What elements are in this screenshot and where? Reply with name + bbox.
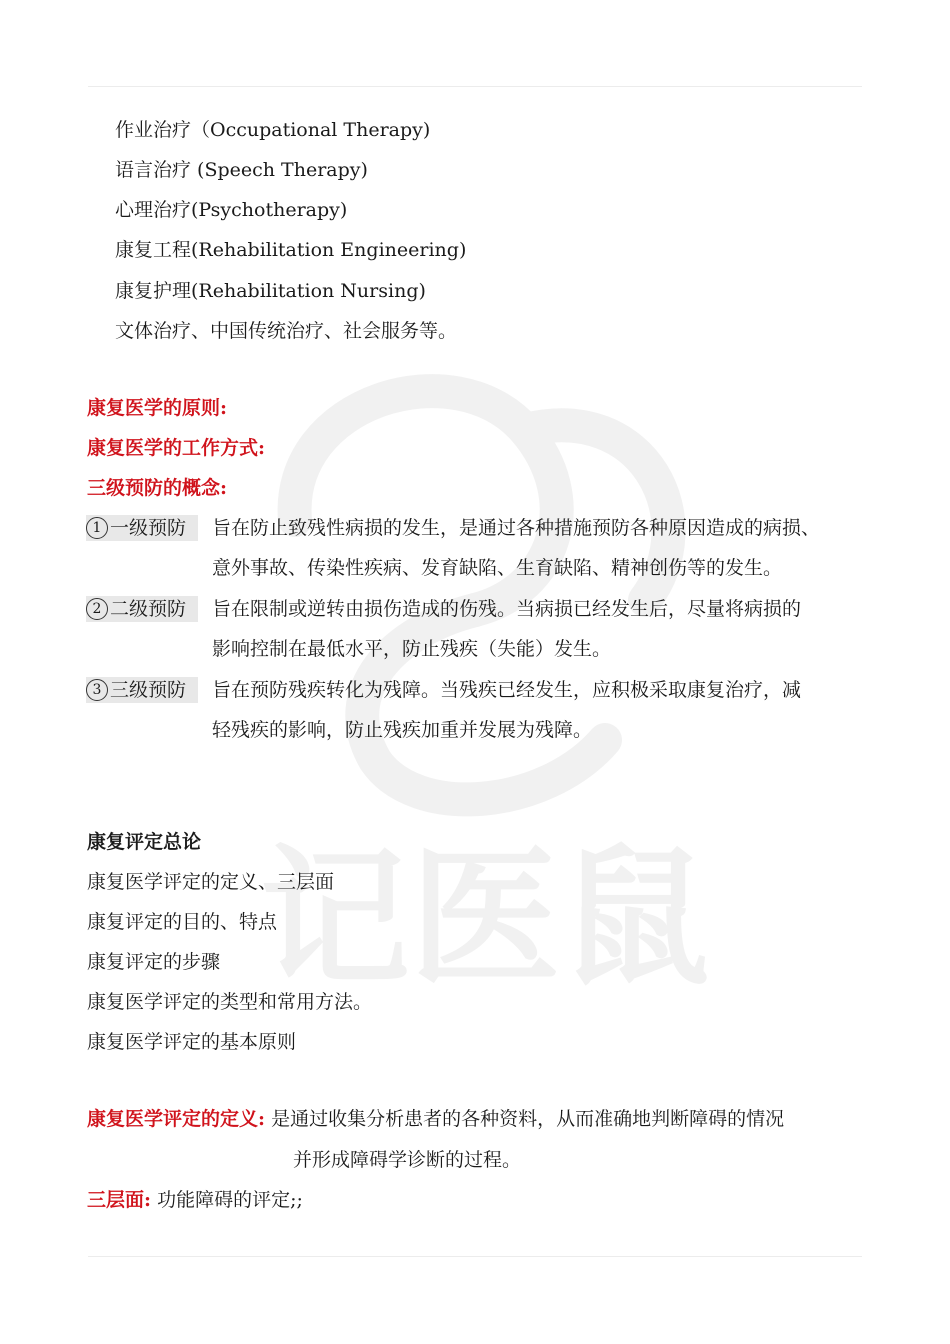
prevention-text: 轻残疾的影响，防止残疾加重并发展为残障。 [212,719,593,741]
prevention-label-2 [86,596,198,622]
definition-label: 康复医学评定的定义: [87,1108,266,1130]
prevention-text: 旨在限制或逆转由损伤造成的伤残。当病损已经发生后，尽量将病损的 [212,598,802,620]
evaluation-item: 康复医学评定的定义、三层面 [87,871,335,893]
therapy-item: 语言治疗 (Speech Therapy) [115,159,368,181]
bottom-rule [88,1256,862,1257]
definition-text-cont: 并形成障碍学诊断的过程。 [293,1149,522,1171]
evaluation-item: 康复评定的步骤 [87,951,221,973]
heading-principles: 康复医学的原则: [87,397,228,419]
definition-line [87,1107,784,1131]
levels-label: 三层面: [87,1189,152,1211]
therapy-item: 康复护理(Rehabilitation Nursing) [115,280,426,302]
heading-prevention: 三级预防的概念: [87,477,228,499]
evaluation-item: 康复评定的目的、特点 [87,911,278,933]
therapy-item: 文体治疗、中国传统治疗、社会服务等。 [115,320,458,342]
therapy-item: 心理治疗(Psychotherapy) [115,199,348,221]
prevention-text: 旨在预防残疾转化为残障。当残疾已经发生，应积极采取康复治疗，减 [212,679,802,701]
prevention-label-text: 一级预防 [110,517,187,539]
levels-line [87,1188,303,1212]
prevention-label-1 [86,515,198,541]
number-badge: 3 [86,679,108,701]
therapy-item: 康复工程(Rehabilitation Engineering) [115,239,467,261]
prevention-text: 旨在防止致残性病损的发生，是通过各种措施预防各种原因造成的病损、 [212,517,821,539]
watermark-text: 记医鼠 [259,832,711,1000]
prevention-label-text: 三级预防 [110,679,187,701]
number-badge: 1 [86,517,108,539]
prevention-label-text: 二级预防 [110,598,187,620]
levels-text: 功能障碍的评定;; [157,1189,303,1211]
prevention-text: 影响控制在最低水平，防止残疾（失能）发生。 [212,638,612,660]
evaluation-item: 康复医学评定的类型和常用方法。 [87,991,373,1013]
prevention-label-3 [86,677,198,703]
top-rule [88,86,862,87]
prevention-text: 意外事故、传染性疾病、发育缺陷、生育缺陷、精神创伤等的发生。 [212,557,783,579]
evaluation-item: 康复医学评定的基本原则 [87,1031,297,1053]
therapy-item: 作业治疗（Occupational Therapy) [115,119,431,141]
definition-text: 是通过收集分析患者的各种资料，从而准确地判断障碍的情况 [271,1108,785,1130]
evaluation-title: 康复评定总论 [87,831,202,853]
number-badge: 2 [86,598,108,620]
heading-work-mode: 康复医学的工作方式: [87,437,266,459]
